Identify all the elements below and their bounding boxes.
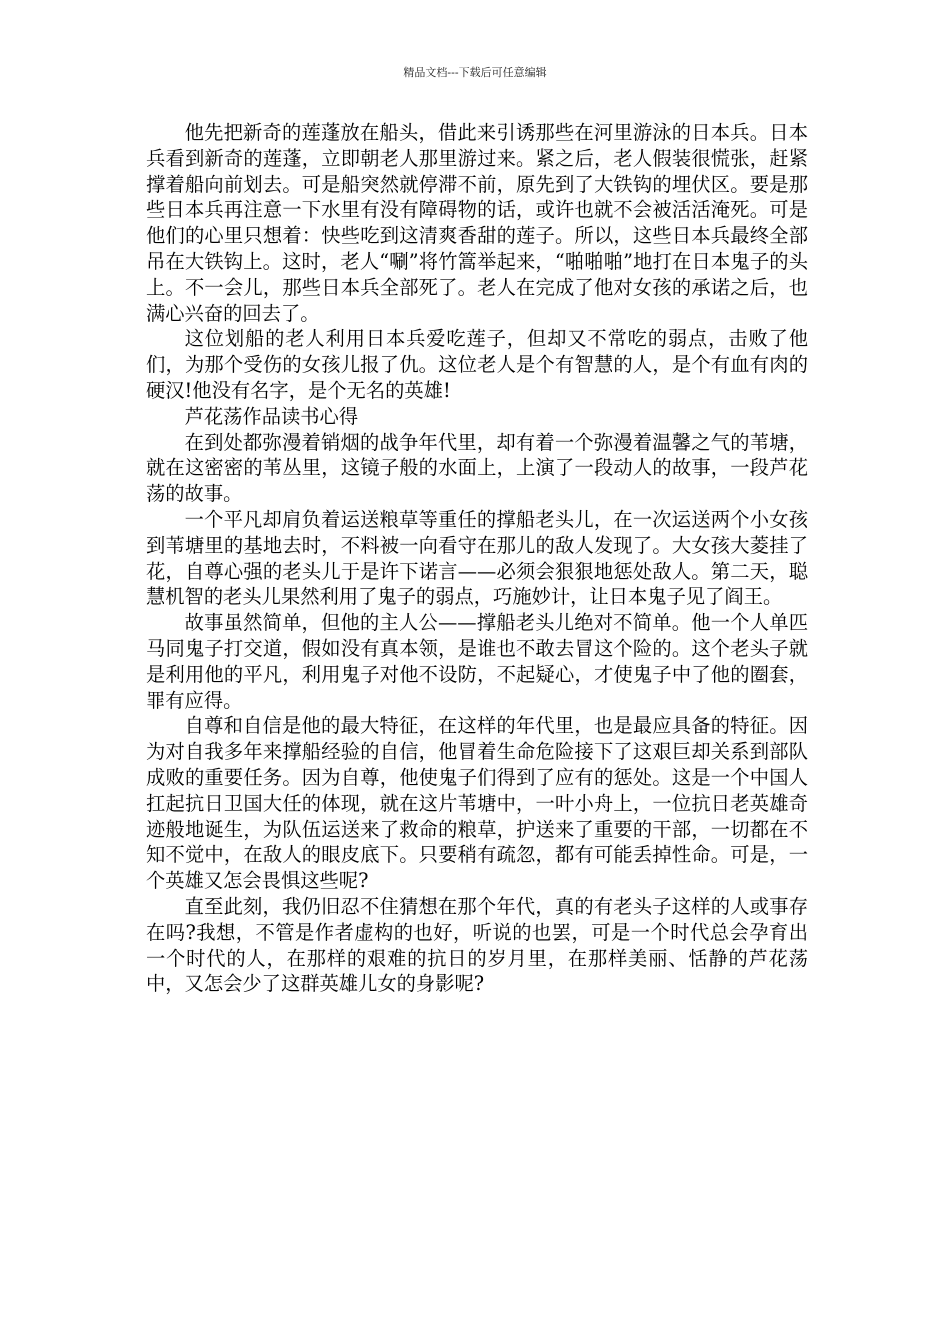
section-title: 芦花荡作品读书心得 [184, 404, 359, 428]
paragraph-4: 一个平凡却肩负着运送粮草等重任的撑船老头儿，在一次运送两个小女孩到苇塘里的基地去时，不料被一向看守在那儿的敌人发现了。大女孩大菱挂了花，自尊心强的老头儿于是许下诺言——必须会狠狠地惩处敌人。第二天，聪慧机智的老头儿果然利用了鬼子的弱点，巧施妙计，让日本鬼子见了阎王。 [146, 507, 808, 609]
document-body [146, 120, 808, 997]
paragraph-5: 故事虽然简单，但他的主人公——撑船老头儿绝对不简单。他一个人单匹马同鬼子打交道，假如没有真本领，是谁也不敢去冒这个险的。这个老头子就是利用他的平凡，利用鬼子对他不设防，不起疑心，才使鬼子中了他的圈套，罪有应得。 [146, 611, 808, 712]
paragraph-1: 他先把新奇的莲蓬放在船头，借此来引诱那些在河里游泳的日本兵。日本兵看到新奇的莲蓬，立即朝老人那里游过来。紧之后，老人假装很慌张，赶紧撑着船向前划去。可是船突然就停滞不前，原先到了大铁钩的埋伏区。要是那些日本兵再注意一下水里有没有障碍物的话，或许也就不会被活活淹死。可是他们的心里只想着：快些吃到这清爽香甜的莲子。所以，这些日本兵最终全部吊在大铁钩上。这时，老人“唰”将竹篙举起来，“啪啪啪”地打在日本鬼子的头上。不一会儿，那些日本兵全部死了。老人在完成了他对女孩的承诺之后，也满心兴奋的回去了。 [146, 121, 808, 325]
paragraph-3: 在到处都弥漫着销烟的战争年代里，却有着一个弥漫着温馨之气的苇塘，就在这密密的苇丛里，这镜子般的水面上，上演了一段动人的故事，一段芦花荡的故事。 [146, 430, 808, 506]
paragraph-7: 直至此刻，我仍旧忍不住猜想在那个年代，真的有老头子这样的人或事存在吗?我想，不管是作者虚构的也好，听说的也罢，可是一个时代总会孕育出一个时代的人，在那样的艰难的抗日的岁月里，在那样美丽、恬静的芦花荡中，又怎会少了这群英雄儿女的身影呢? [146, 894, 808, 996]
paragraph-2: 这位划船的老人利用日本兵爱吃莲子，但却又不常吃的弱点，击败了他们，为那个受伤的女孩儿报了仇。这位老人是个有智慧的人，是个有血有肉的硬汉!他没有名字，是个无名的英雄! [146, 327, 808, 402]
page-header: 精品文档---下载后可任意编辑 [403, 66, 547, 79]
paragraph-6: 自尊和自信是他的最大特征，在这样的年代里，也是最应具备的特征。因为对自我多年来撑船经验的自信，他冒着生命危险接下了这艰巨却关系到部队成败的重要任务。因为自尊，他使鬼子们得到了应有的惩处。这是一个中国人扛起抗日卫国大任的体现，就在这片苇塘中，一叶小舟上，一位抗日老英雄奇迹般地诞生，为队伍运送来了救命的粮草，护送来了重要的干部，一切都在不知不觉中，在敌人的眼皮底下。只要稍有疏忽，都有可能丢掉性命。可是，一个英雄又怎会畏惧这些呢? [146, 714, 808, 893]
